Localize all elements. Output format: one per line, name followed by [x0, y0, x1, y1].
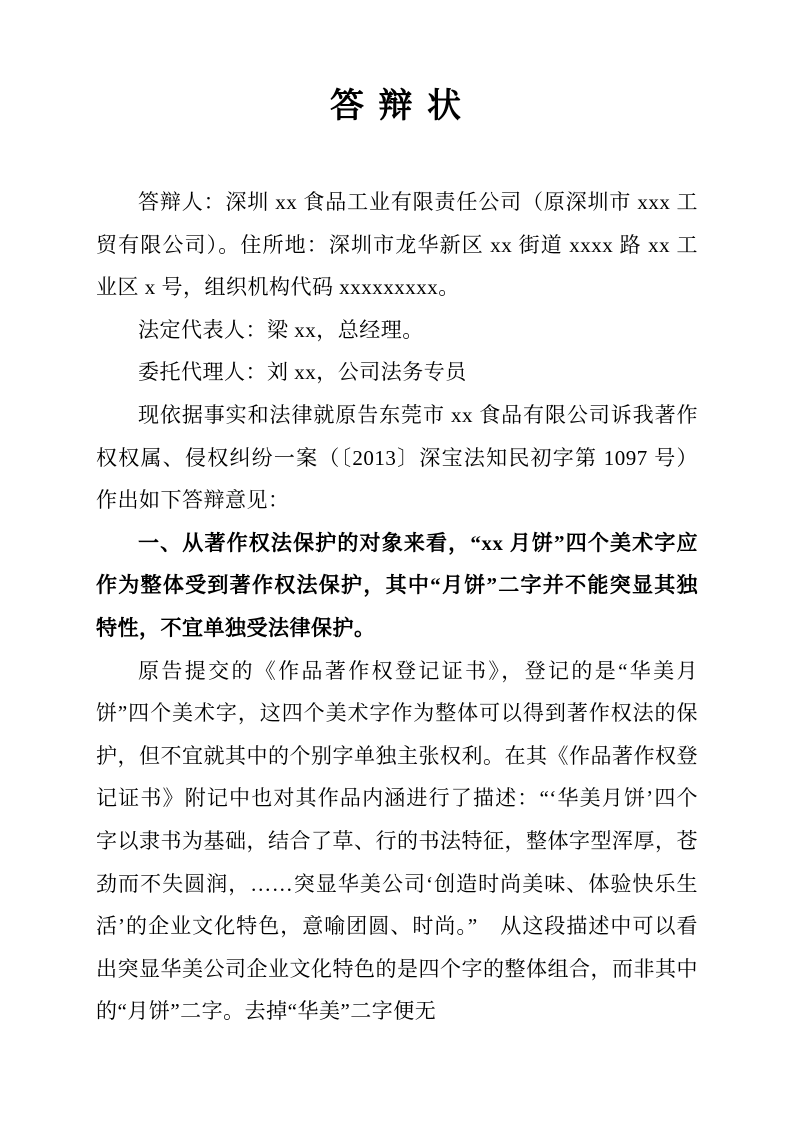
body-paragraph: 法定代表人：梁 xx，总经理。	[138, 317, 424, 342]
body-paragraph: 答辩人：深圳 xx 食品工业有限责任公司（原深圳市 xxx 工贸有限公司）。住所地：深圳市龙华新区 xx 街道 xxxx 路 xx 工业区 x 号，组织机构代码 xxxxxxxxx。	[96, 190, 698, 300]
document-title: 答 辩 状	[330, 88, 464, 125]
body-paragraph: 原告提交的《作品著作权登记证书》，登记的是“华美月饼”四个美术字，这四个美术字作为整体可以得到著作权法的保护，但不宜就其中的个别字单独主张权利。在其《作品著作权登记证书》附记中也对其作品内涵进行了描述：“‘华美月饼’四个字以隶书为基础，结合了草、行的书法特征，整体字型浑厚，苍劲而不失圆润，……突显华美公司‘创造时尚美味、体验快乐生活’的企业文化特色，意喻团圆、时尚。” 从这段描述中可以看出突显华美公司企业文化特色的是四个字的整体组合，而非其中的“月饼”二字。去掉“华美”二字便无	[96, 658, 698, 1024]
document-body	[96, 181, 698, 1033]
body-paragraph: 现依据事实和法律就原告东莞市 xx 食品有限公司诉我著作权权属、侵权纠纷一案（〔2013〕深宝法知民初字第 1097 号）作出如下答辩意见：	[96, 402, 698, 513]
body-paragraph: 委托代理人：刘 xx，公司法务专员	[138, 360, 467, 385]
section-heading-paragraph: 一、从著作权法保护的对象来看，“xx 月饼”四个美术字应作为整体受到著作权法保护，其中“月饼”二字并不能突显其独特性，不宜单独受法律保护。	[96, 530, 698, 640]
